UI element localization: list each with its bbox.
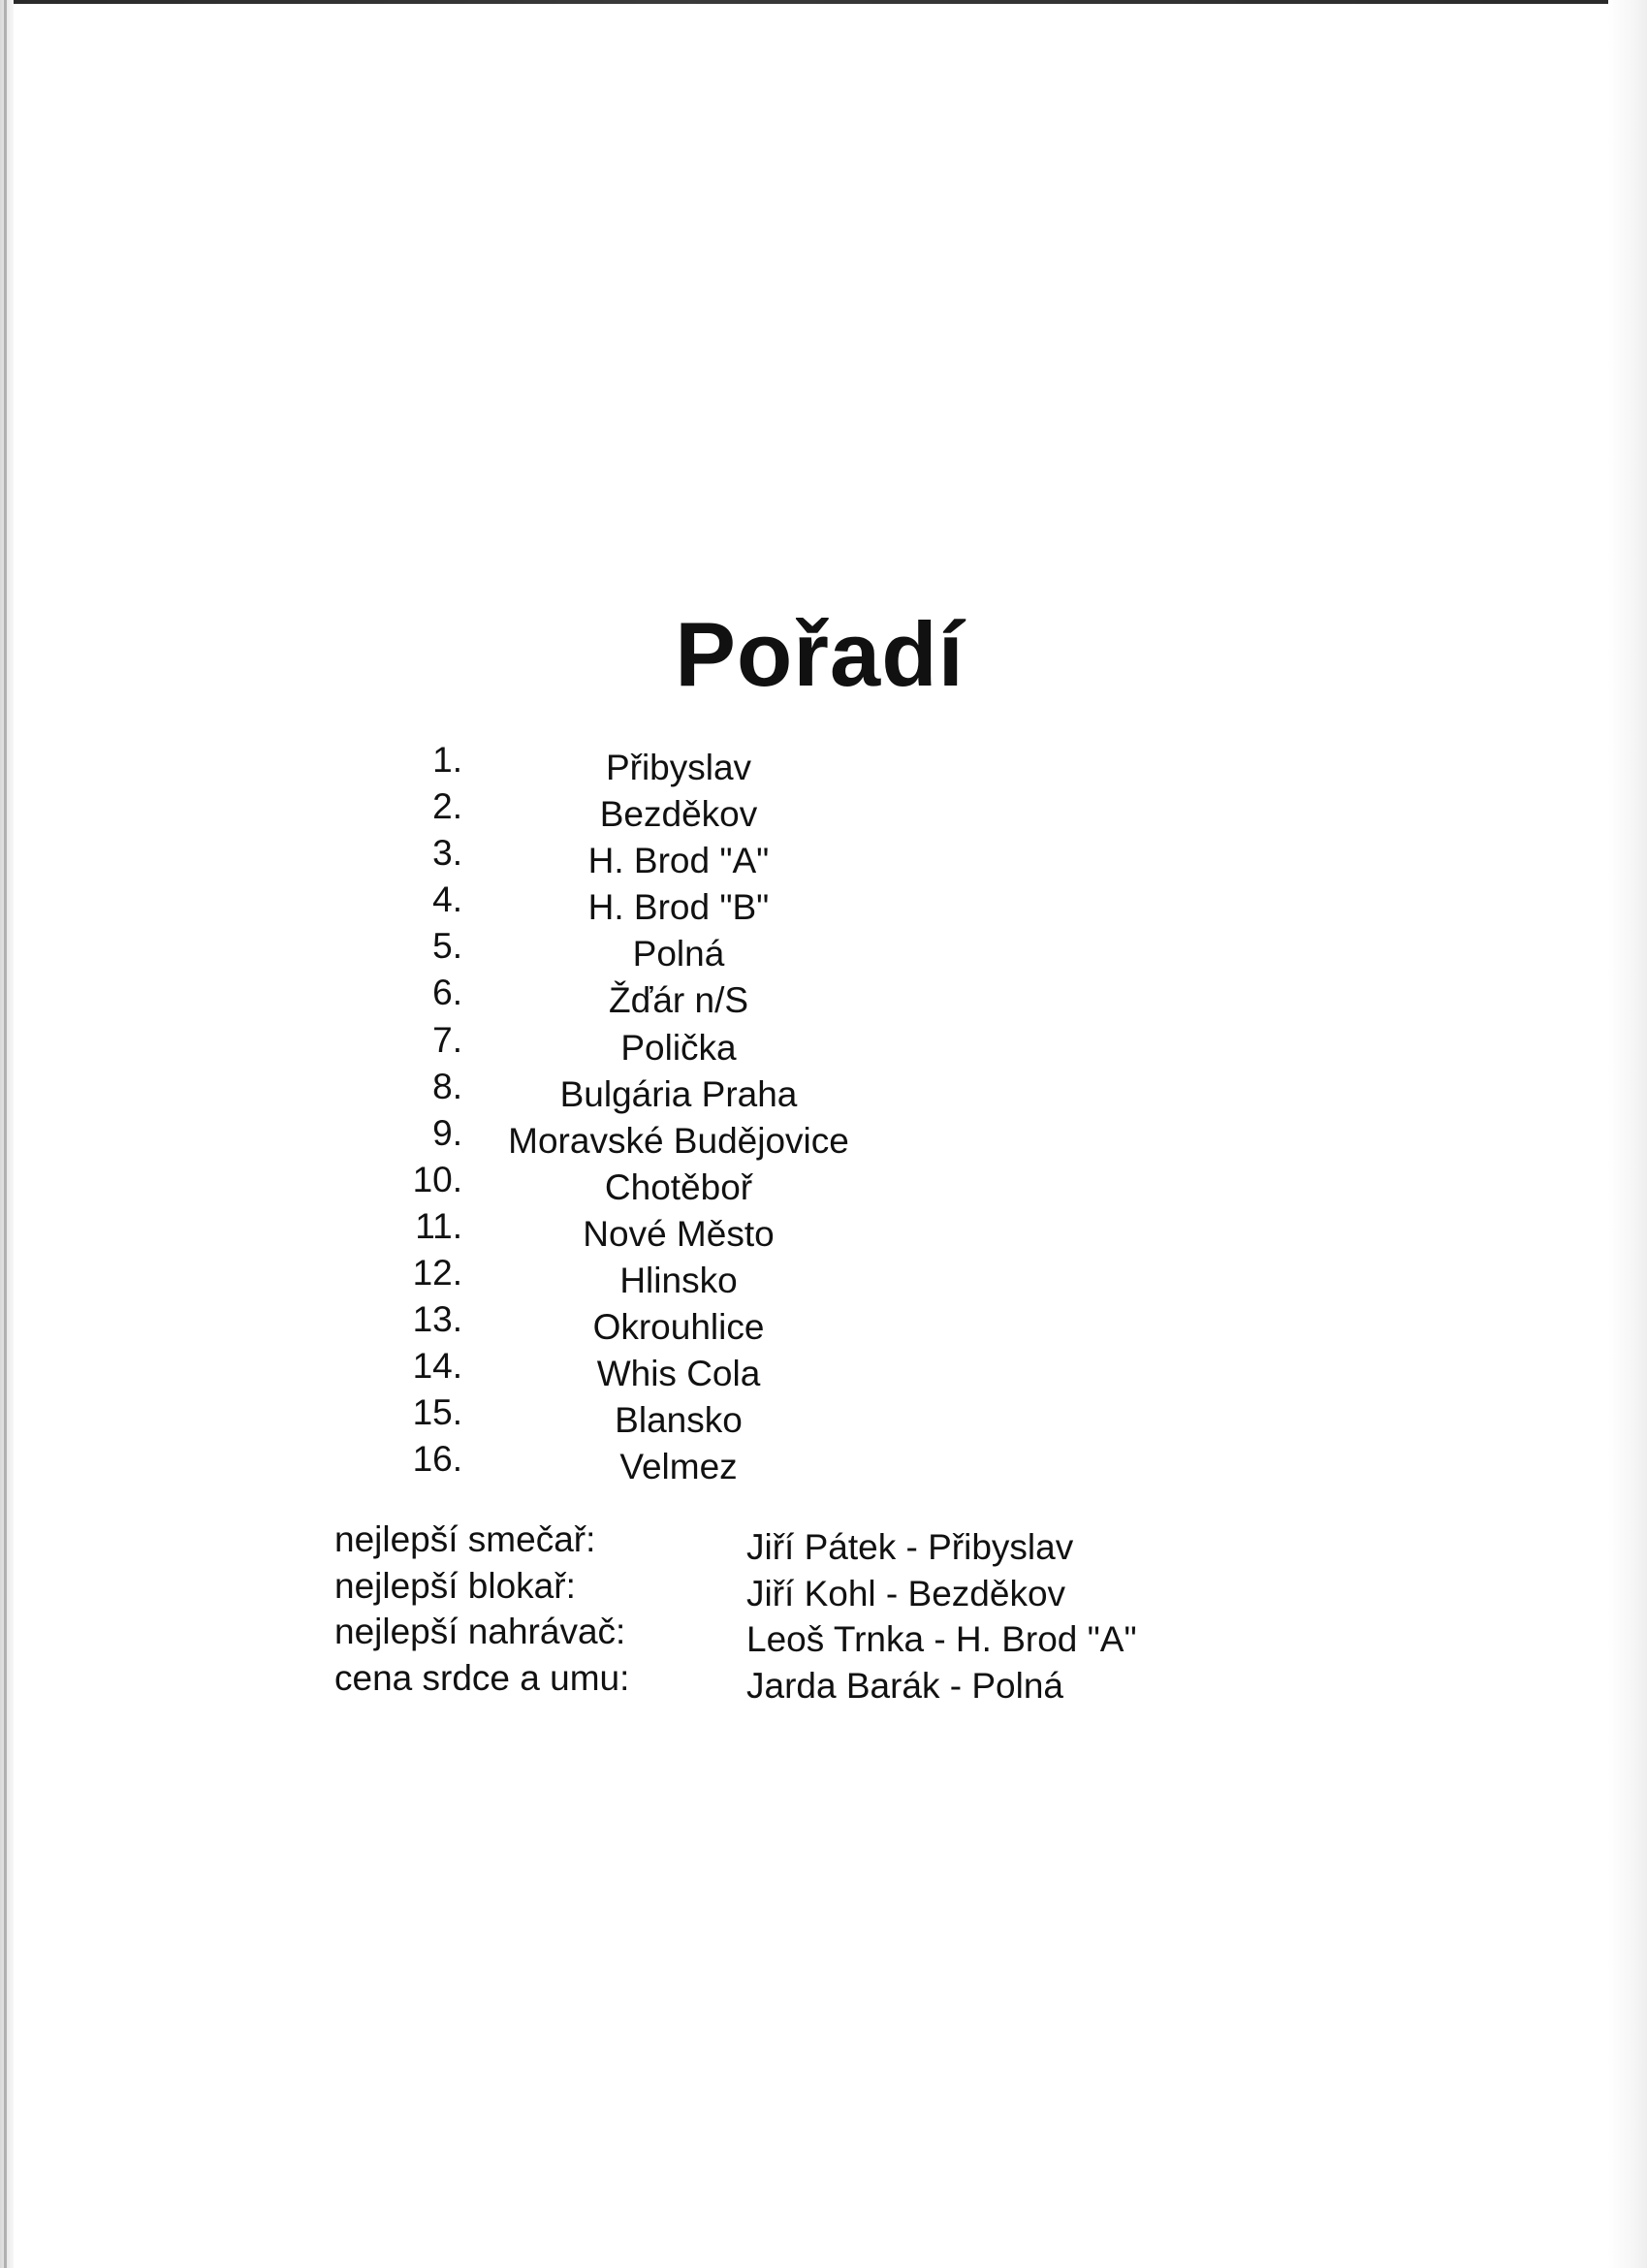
- ranking-place: 12.: [412, 1253, 462, 1294]
- award-winner: Leoš Trnka - H. Brod "A": [746, 1619, 1137, 1659]
- award-row: [334, 1657, 1207, 1709]
- award-winner: Jiří Pátek - Přibyslav: [746, 1527, 1074, 1567]
- ranking-team: Velmez: [619, 1447, 738, 1487]
- ranking-team: Chotěboř: [604, 1166, 753, 1207]
- ranking-place: 5.: [432, 926, 462, 967]
- ranking-team: Hlinsko: [619, 1261, 738, 1301]
- scan-left-edge-line: [4, 0, 7, 2268]
- ranking-place: 6.: [432, 973, 462, 1013]
- ranking-place: 9.: [432, 1112, 462, 1153]
- ranking-team: Bezděkov: [599, 794, 758, 835]
- ranking-list: [368, 740, 969, 1491]
- award-label: cena srdce a umu:: [334, 1657, 630, 1698]
- ranking-place: 10.: [412, 1159, 462, 1199]
- scan-top-edge: [0, 0, 1647, 4]
- ranking-team: Moravské Budějovice: [508, 1120, 849, 1161]
- ranking-team: Blansko: [615, 1400, 743, 1441]
- ranking-place: 11.: [415, 1205, 462, 1246]
- scan-left-edge: [0, 0, 14, 2268]
- page-title: [0, 596, 1647, 713]
- ranking-place: 15.: [412, 1392, 462, 1433]
- ranking-place: 16.: [412, 1439, 462, 1480]
- ranking-team: Okrouhlice: [592, 1307, 765, 1348]
- ranking-place: 8.: [432, 1066, 462, 1106]
- ranking-team: Žďár n/S: [608, 980, 749, 1021]
- ranking-place: 13.: [412, 1299, 462, 1340]
- ranking-place: 14.: [412, 1346, 462, 1387]
- ranking-place: 7.: [432, 1019, 462, 1060]
- awards-list: [334, 1519, 1207, 1709]
- ranking-place: 1.: [432, 740, 462, 780]
- award-winner: Jarda Barák - Polná: [746, 1665, 1064, 1706]
- ranking-place: 4.: [432, 879, 462, 920]
- ranking-team: Přibyslav: [605, 748, 752, 787]
- award-label: nejlepší smečař:: [334, 1519, 596, 1559]
- page-title-text: Pořadí: [675, 603, 965, 705]
- ranking-team: Nové Město: [583, 1213, 775, 1254]
- award-label: nejlepší nahrávač:: [334, 1612, 626, 1651]
- ranking-team: Whis Cola: [596, 1354, 761, 1394]
- ranking-team: H. Brod "B": [587, 887, 770, 928]
- ranking-place: 3.: [432, 833, 462, 874]
- ranking-team: Bulgária Praha: [559, 1073, 798, 1114]
- ranking-team: H. Brod "A": [587, 841, 770, 881]
- ranking-team: Polná: [632, 934, 725, 974]
- award-winner: Jiří Kohl - Bezděkov: [746, 1573, 1066, 1613]
- award-label: nejlepší blokař:: [334, 1565, 576, 1606]
- ranking-place: 2.: [432, 786, 462, 827]
- ranking-team: Polička: [620, 1027, 737, 1068]
- scan-right-edge: [1608, 0, 1647, 2268]
- ranking-row: [368, 1439, 969, 1490]
